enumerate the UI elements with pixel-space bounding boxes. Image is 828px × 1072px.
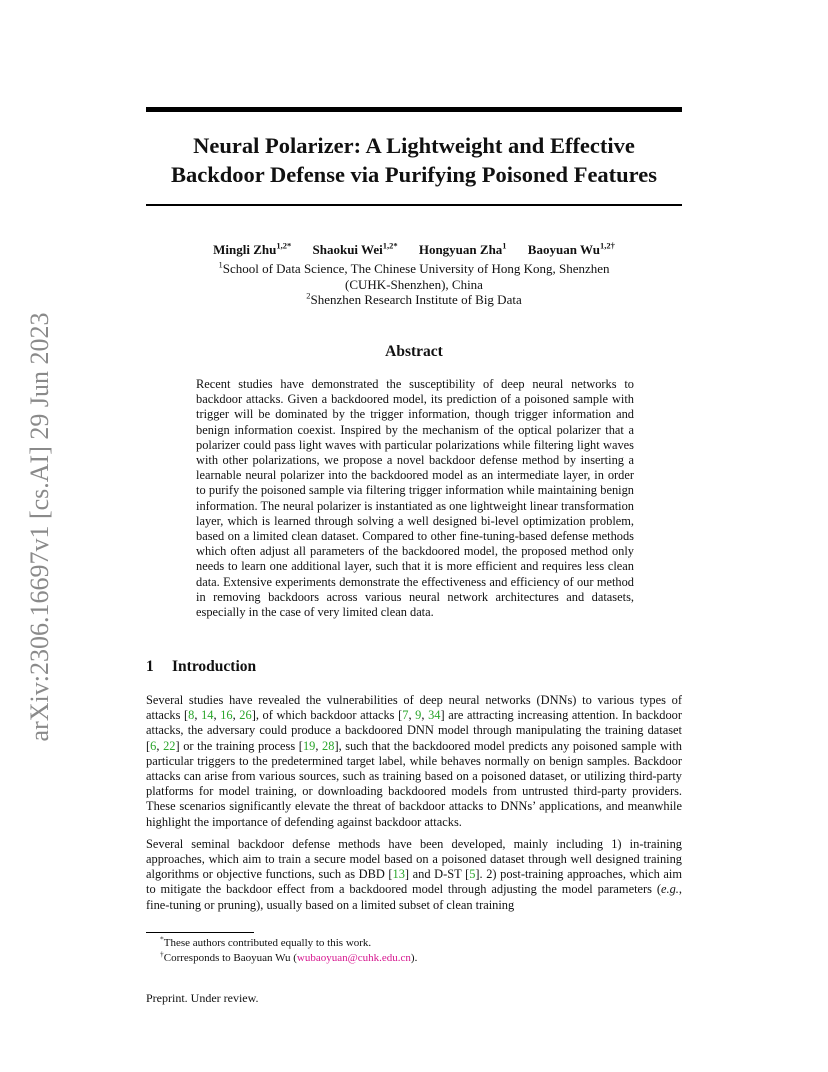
citation-link[interactable]: 9 <box>415 708 422 723</box>
title-top-rule <box>146 107 682 112</box>
citation-link[interactable]: 34 <box>428 708 441 723</box>
title-line-1: Neural Polarizer: A Lightweight and Effective <box>193 133 635 158</box>
abstract-text: Recent studies have demonstrated the susceptibility of deep neural networks to backdoor attacks. Given a backdoored model, its prediction of a poisoned sample with trigger will be dominated by the trigger information, though trigger information and benign information coexist. Inspired by the mechanism of the optical polarizer that a polarizer could pass light waves with particular polarizations while filtering light waves with other polarizations, we propose a novel backdoor defense method by inserting a learnable neural polarizer into the backdoored model as an intermediate layer, in order to purify the poisoned sample via filtering trigger information while maintaining benign information. The neural polarizer is instantiated as one lightweight linear transformation layer, which is learned through solving a well designed bi-level optimization problem, based on a limited clean dataset. Compared to other fine-tuning-based defense methods which often adjust all parameters of the backdoored model, the proposed method only needs to learn one additional layer, such that it is more efficient and requires less clean data. Extensive experiments demonstrate the effectiveness and efficiency of our method in removing backdoors across various neural network architectures and datasets, especially in the case of very limited clean data. <box>196 377 634 620</box>
section-title: Introduction <box>172 658 257 675</box>
footnote-2: †Corresponds to Baoyuan Wu (wubaoyuan@cuhk.edu.cn). <box>160 948 418 964</box>
author-list <box>120 242 708 258</box>
citation-link[interactable]: 22 <box>163 738 176 753</box>
author: Mingli Zhu$^{1,2*}$ <box>213 240 292 257</box>
affiliation-1-cont: (CUHK-Shenzhen), China <box>345 276 483 292</box>
affiliation-1: $^1$School of Data Science, The Chinese University of Hong Kong, Shenzhen <box>218 259 610 276</box>
paragraph: Several studies have revealed the vulnerabilities of deep neural networks (DNNs) to various types of attacks [8, 14, 16, 26], of which backdoor attacks [7, 9, 34] are attracting increasing attention. In backdoor attacks, the adversary could produce a backdoored DNN model through manipulating the training dataset [6, 22] or the training process [19, 28], such that the backdoored model predicts any poisoned sample with particular triggers to the predetermined target label, while behaves normally on benign samples. Backdoor attacks can arise from various sources, such as training based on a poisoned dataset, or utilizing third-party platforms for model training, or downloading backdoored models from untrusted third-party providers. These scenarios significantly elevate the threat of backdoor attacks to DNNs’ applications, and meanwhile highlight the importance of defending against backdoor attacks. <box>146 693 682 829</box>
section-heading <box>146 658 256 676</box>
citation-link[interactable]: 8 <box>188 708 195 723</box>
arxiv-watermark: arXiv:2306.16697v1 [cs.AI] 29 Jun 2023 <box>25 312 54 742</box>
author: Hongyuan Zha$^1$ <box>418 240 507 257</box>
abstract-heading: Abstract <box>385 343 443 360</box>
footnote-rule <box>146 932 254 933</box>
citation-link[interactable]: 13 <box>392 867 405 882</box>
affiliation-2: $^2$Shenzhen Research Institute of Big Data <box>306 290 522 307</box>
author: Baoyuan $Wu^{1,2\dagger}$ <box>527 240 615 257</box>
title-line-2: Backdoor Defense via Purifying Poisoned Features <box>170 162 658 187</box>
footnotes <box>160 936 417 965</box>
citation-link[interactable]: 6 <box>150 738 157 753</box>
citation-link[interactable]: 19 <box>302 738 316 753</box>
author: Shaokui Wei$^{1,2*}$ <box>312 240 398 257</box>
title-bottom-rule <box>146 204 682 206</box>
body-text <box>146 693 682 920</box>
email-link[interactable]: wubaoyuan@cuhk.edu.cn <box>296 951 411 964</box>
citation-link[interactable]: 28 <box>322 738 335 753</box>
paragraph: Several seminal backdoor defense methods have been developed, mainly including 1) in-training approaches, which aim to train a secure model based on a poisoned dataset through well designed training algorithms or objective functions, such as DBD [13] and D-ST [5]. 2) post-training approaches, which aim to mitigate the backdoor effect from a backdoored model through adjusting the model parameters (e.g., fine-tuning or pruning), usually based on a limited subset of clean training <box>146 836 682 912</box>
citation-link[interactable]: 26 <box>239 708 252 723</box>
citation-link[interactable]: 7 <box>402 708 409 723</box>
footnote-1: *These authors contributed equally to this work. <box>160 934 372 949</box>
paper-title <box>120 131 708 189</box>
preprint-notice: Preprint. Under review. <box>146 991 259 1005</box>
citation-link[interactable]: 16 <box>220 708 233 723</box>
citation-link[interactable]: 5 <box>469 867 476 882</box>
citation-link[interactable]: 14 <box>201 708 214 723</box>
affiliations <box>150 261 678 308</box>
section-number: 1 <box>146 658 154 675</box>
